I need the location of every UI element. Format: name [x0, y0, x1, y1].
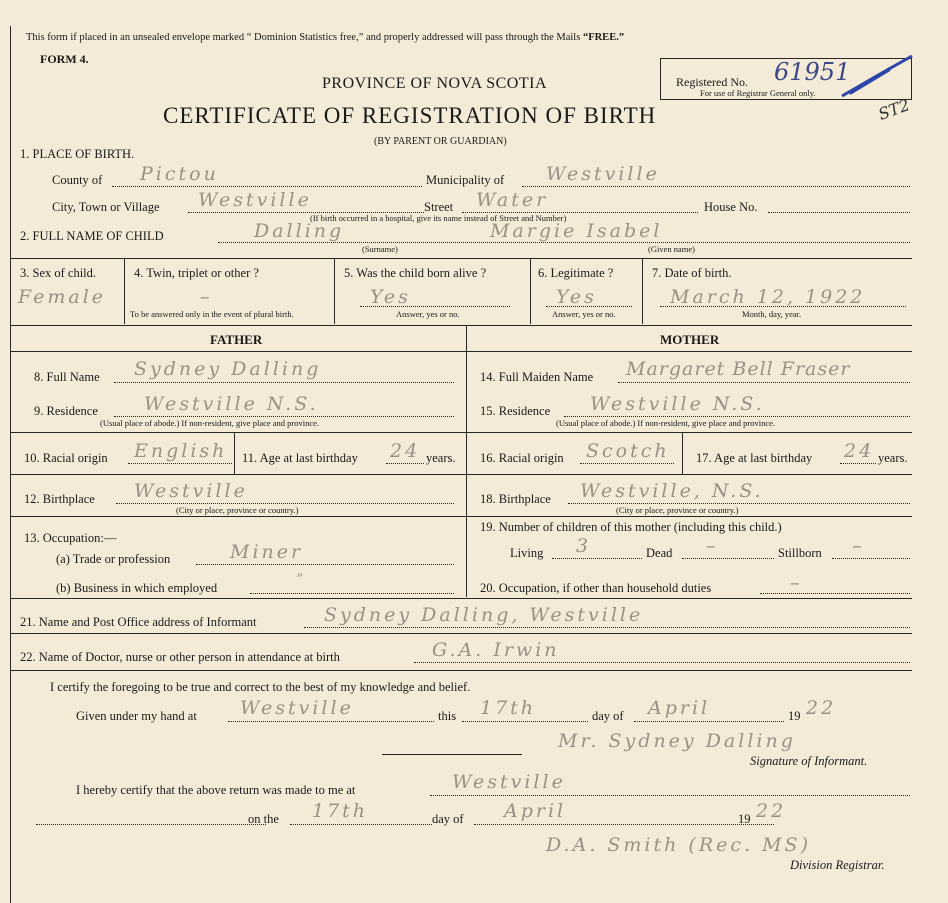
registered-number: 61951	[774, 58, 851, 86]
mother-residence: Westville N.S.	[590, 393, 765, 415]
registrar-on-label: on the	[248, 812, 279, 826]
father-name: Sydney Dalling	[134, 358, 322, 380]
given-day: 17th	[480, 697, 537, 719]
place-heading: 1. PLACE OF BIRTH.	[20, 147, 135, 161]
twin-label: 4. Twin, triplet or other ?	[134, 266, 259, 280]
left-border	[10, 26, 11, 903]
child-given-name: Margie Isabel	[490, 220, 663, 242]
registrar-day: 17th	[312, 800, 369, 822]
street-value: Water	[476, 189, 549, 211]
this-label: this	[438, 709, 457, 723]
informant-signature: Mr. Sydney Dalling	[558, 730, 796, 752]
informant-value: Sydney Dalling, Westville	[324, 604, 644, 626]
father-age-label: 11. Age at last birthday	[242, 451, 358, 465]
city-value: Westville	[198, 189, 312, 211]
mother-racial-label: 16. Racial origin	[480, 451, 564, 465]
mother-residence-label: 15. Residence	[480, 404, 551, 418]
father-name-label: 8. Full Name	[34, 370, 100, 384]
mother-occupation-label: 20. Occupation, if other than household duties	[480, 581, 712, 595]
alive-note: Answer, yes or no.	[396, 309, 460, 319]
father-business: ”	[296, 572, 307, 588]
registrar-place: Westville	[452, 771, 566, 793]
mother-age: 24	[844, 440, 875, 462]
doctor-label: 22. Name of Doctor, nurse or other person in attendance at birth	[20, 650, 340, 664]
surname-caption: (Surname)	[362, 244, 398, 254]
twin-note: To be answered only in the event of plural birth.	[130, 309, 294, 319]
father-age: 24	[390, 440, 421, 462]
dob-label: 7. Date of birth.	[652, 266, 732, 280]
father-residence-note: (Usual place of abode.) If non-resident, give place and province.	[100, 418, 320, 428]
registered-label: Registered No.	[676, 75, 748, 89]
municipality-label: Municipality of	[426, 173, 505, 187]
given-label: Given under my hand at	[76, 709, 197, 723]
mother-years: years.	[878, 451, 908, 465]
hospital-note: (If birth occurred in a hospital, give its name instead of Street and Number)	[310, 213, 567, 223]
house-label: House No.	[704, 200, 758, 214]
registrar-year: 22	[756, 800, 787, 822]
given-day-of-label: day of	[592, 709, 624, 723]
father-residence: Westville N.S.	[144, 393, 319, 415]
given-caption: (Given name)	[648, 244, 695, 254]
informant-signature-label: Signature of Informant.	[750, 754, 868, 768]
twin-value: –	[200, 286, 213, 308]
dead-count: –	[706, 535, 719, 557]
stillborn-label: Stillborn	[778, 546, 822, 560]
registrar-statement: I hereby certify that the above return was made to me at	[76, 783, 356, 797]
alive-label: 5. Was the child born alive ?	[344, 266, 487, 280]
mother-age-label: 17. Age at last birthday	[696, 451, 813, 465]
dob-value: March 12, 1922	[670, 286, 866, 308]
certify-statement: I certify the foregoing to be true and correct to the best of my knowledge and belief.	[50, 680, 471, 694]
municipality-value: Westville	[546, 163, 660, 185]
registrar-signature-label: Division Registrar.	[790, 858, 885, 872]
legitimate-note: Answer, yes or no.	[552, 309, 616, 319]
page-subtitle: (BY PARENT OR GUARDIAN)	[374, 136, 507, 147]
father-business-label: (b) Business in which employed	[56, 581, 218, 595]
living-count: 3	[576, 535, 592, 557]
child-name-label: 2. FULL NAME OF CHILD	[20, 229, 164, 243]
father-trade-label: (a) Trade or profession	[56, 552, 171, 566]
mother-birthplace: Westville, N.S.	[580, 480, 764, 502]
alive-value: Yes	[370, 286, 411, 308]
father-racial-label: 10. Racial origin	[24, 451, 108, 465]
father-trade: Miner	[230, 541, 304, 563]
county-label: County of	[52, 173, 103, 187]
father-birthplace-label: 12. Birthplace	[24, 492, 95, 506]
father-birthplace-note: (City or place, province or country.)	[176, 505, 299, 515]
registrar-month: April	[504, 800, 567, 822]
registrar-year-prefix: 19	[738, 812, 751, 826]
father-years: years.	[426, 451, 456, 465]
legitimate-label: 6. Legitimate ?	[538, 266, 614, 280]
handwritten-mark: ST2	[875, 95, 913, 124]
city-label: City, Town or Village	[52, 200, 160, 214]
given-year-prefix: 19	[788, 709, 801, 723]
dead-label: Dead	[646, 546, 673, 560]
father-residence-label: 9. Residence	[34, 404, 98, 418]
given-year: 22	[806, 697, 837, 719]
legitimate-value: Yes	[556, 286, 597, 308]
mother-birthplace-label: 18. Birthplace	[480, 492, 551, 506]
registrar-day-of-label: day of	[432, 812, 464, 826]
sex-value: Female	[18, 286, 107, 308]
mother-residence-note: (Usual place of abode.) If non-resident, give place and province.	[556, 418, 776, 428]
sex-label: 3. Sex of child.	[20, 266, 97, 280]
child-surname: Dalling	[254, 220, 345, 242]
informant-label: 21. Name and Post Office address of Informant	[20, 615, 257, 629]
father-heading: FATHER	[210, 332, 263, 347]
registrar-use-note: For use of Registrar General only.	[700, 88, 816, 98]
children-count-label: 19. Number of children of this mother (including this child.)	[480, 520, 782, 534]
given-month: April	[648, 697, 711, 719]
father-occupation-label: 13. Occupation:—	[24, 531, 117, 545]
form-number: FORM 4.	[40, 52, 89, 66]
mother-maiden-name: Margaret Bell Fraser	[626, 358, 851, 380]
stillborn-count: –	[852, 535, 865, 557]
father-racial-origin: English	[134, 440, 228, 462]
county-value: Pictou	[140, 163, 219, 185]
mail-notice: This form if placed in an unsealed envelope marked “ Dominion Statistics free,” and properly addressed will pass through the Mails “FREE.”	[26, 32, 625, 43]
registrar-signature: D.A. Smith (Rec. MS)	[546, 834, 811, 856]
mother-occupation: –	[790, 572, 803, 594]
given-place: Westville	[240, 697, 354, 719]
mother-racial-origin: Scotch	[586, 440, 670, 462]
doctor-value: G.A. Irwin	[432, 639, 560, 661]
living-label: Living	[510, 546, 544, 560]
mother-heading: MOTHER	[660, 332, 720, 347]
father-birthplace: Westville	[134, 480, 248, 502]
mother-birthplace-note: (City or place, province or country.)	[616, 505, 739, 515]
province-heading: PROVINCE OF NOVA SCOTIA	[322, 75, 548, 92]
street-label: Street	[424, 200, 454, 214]
mother-name-label: 14. Full Maiden Name	[480, 370, 594, 384]
dob-note: Month, day, year.	[742, 309, 802, 319]
page-title: CERTIFICATE OF REGISTRATION OF BIRTH	[163, 103, 657, 128]
center-divider	[466, 325, 467, 597]
